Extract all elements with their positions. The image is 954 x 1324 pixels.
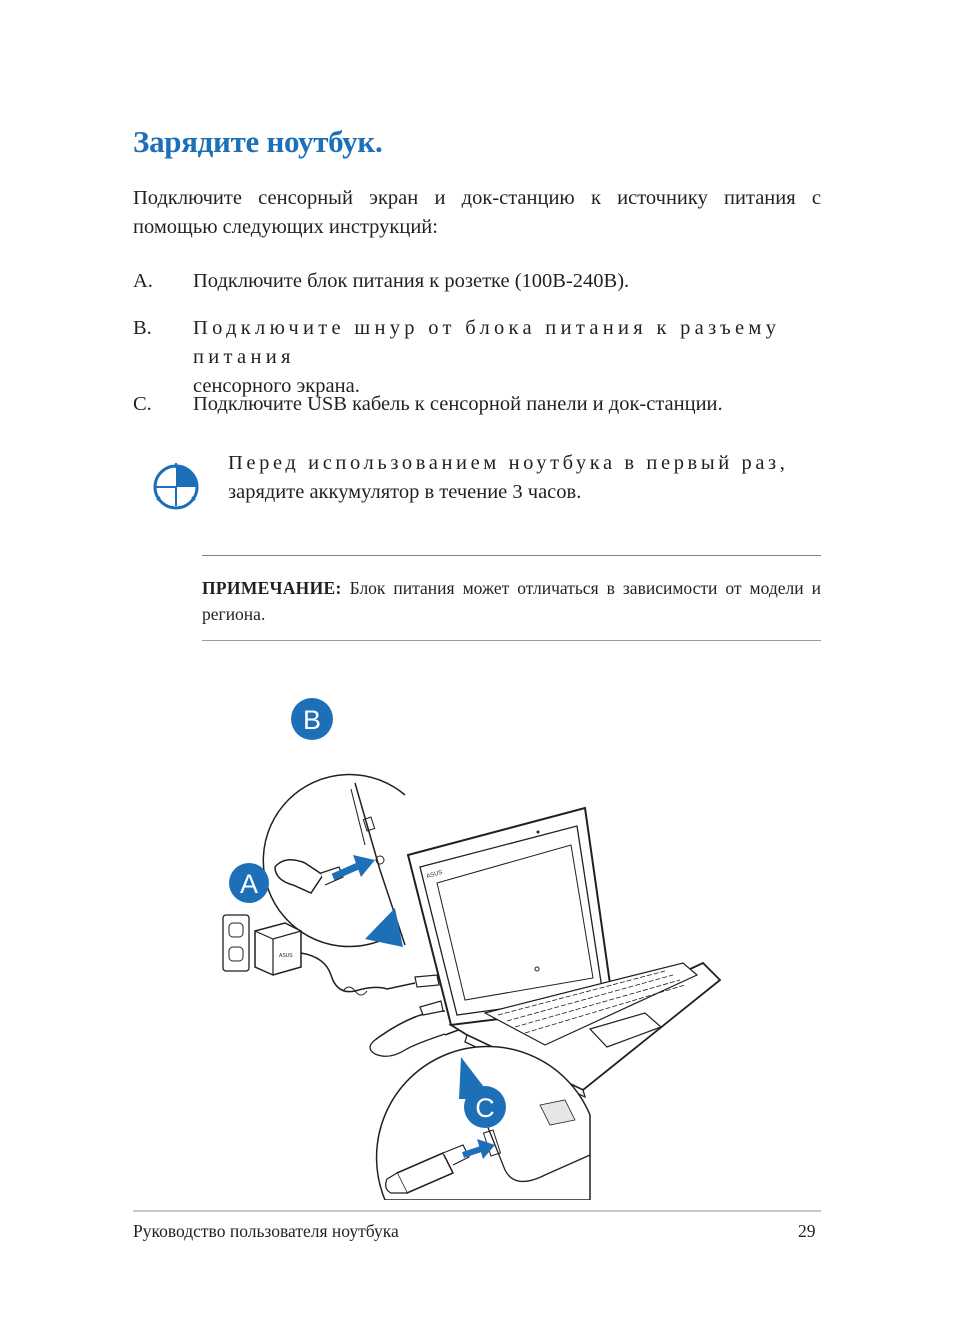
laptop-brand: ASUS [425,869,444,880]
adapter-brand: ASUS [279,953,293,959]
intro-paragraph: Подключите сенсорный экран и док-станцию к источнику питания с помощью следующих инструкций: [133,187,821,238]
clock-icon [150,460,206,512]
wall-outlet [223,915,249,971]
note-label: ПРИМЕЧАНИЕ: [202,578,342,598]
footer-title: Руководство пользователя ноутбука [133,1221,399,1241]
step-a-letter: A. [133,270,153,292]
badge-a-label: A [239,869,259,899]
tip-text [228,449,828,507]
badge-b-label: B [302,705,322,735]
tip-line1: Перед использованием ноутбука в первый раз, [228,452,789,474]
page-number: 29 [798,1221,816,1241]
step-b-line1: Подключите шнур от блока питания к разъему питания [193,317,781,368]
power-adapter [255,923,301,975]
note-text: Блок питания может отличаться в зависимости от модели и региона. [202,578,822,624]
tip-line2: зарядите аккумулятор в течение 3 часов. [228,481,582,503]
charging-illustration [215,695,735,1200]
note-top-divider [202,555,821,556]
zoom-power-port [263,775,405,947]
page-title: Зарядите ноутбук. [133,124,383,159]
step-c-letter: C. [133,393,152,415]
step-a-text: Подключите блок питания к розетке (100В-240В). [193,270,630,292]
note-bottom-divider [202,640,821,641]
step-c-text: Подключите USB кабель к сенсорной панели и док-станции. [193,393,723,415]
badge-c-label: C [475,1093,495,1123]
note-block [202,575,821,627]
badge-c [464,1086,506,1128]
step-b-letter: B. [133,317,152,339]
badge-b [291,698,333,740]
step-b-line2: сенсорного экрана. [193,375,360,397]
footer-divider [133,1210,821,1212]
badge-a [229,863,269,903]
step-b-text [193,314,821,401]
